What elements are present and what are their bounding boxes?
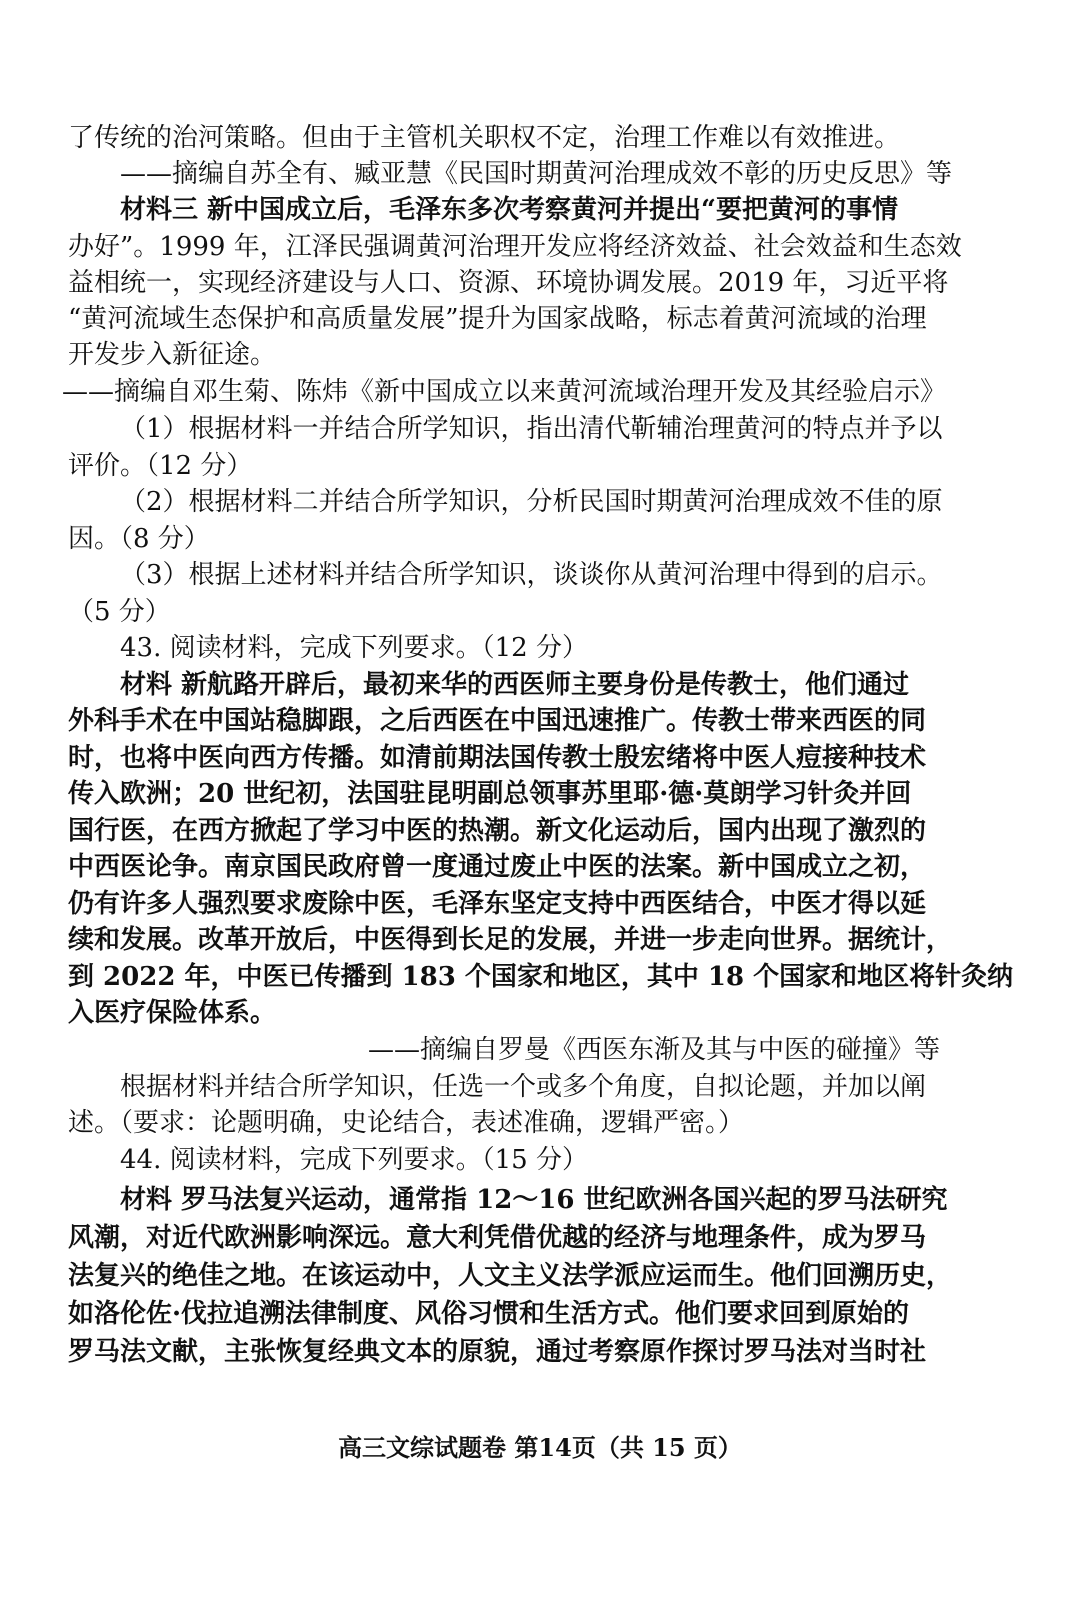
citation: ——摘编自苏全有、臧亚慧《民国时期黄河治理成效不彰的历史反思》等 — [120, 159, 953, 189]
text-line: 如洛伦佐·伐拉追溯法律制度、风俗习惯和生活方式。他们要求回到原始的 — [68, 1299, 910, 1329]
question-line: 评价。（12 分） — [68, 451, 253, 481]
citation: ——摘编自邓生菊、陈炜《新中国成立以来黄河流域治理开发及其经验启示》 — [62, 377, 947, 407]
text-line: 材料三 新中国成立后，毛泽东多次考察黄河并提出“要把黄河的事情 — [120, 195, 899, 225]
question-line: （5 分） — [68, 597, 171, 627]
text-line: 材料 新航路开辟后，最初来华的西医师主要身份是传教士，他们通过 — [120, 670, 910, 700]
question-heading: 43. 阅读材料，完成下列要求。（12 分） — [120, 633, 588, 663]
question-line: 因。（8 分） — [68, 524, 210, 554]
question-line: 根据材料并结合所学知识，任选一个或多个角度，自拟论题，并加以阐 — [120, 1072, 927, 1102]
text-line: 时，也将中医向西方传播。如清前期法国传教士殷宏绪将中医人痘接种技术 — [68, 743, 927, 773]
question-line: （1）根据材料一并结合所学知识，指出清代靳辅治理黄河的特点并予以 — [120, 414, 943, 444]
text-line: 罗马法文献，主张恢复经典文本的原貌，通过考察原作探讨罗马法对当时社 — [68, 1337, 927, 1367]
question-heading: 44. 阅读材料，完成下列要求。（15 分） — [120, 1145, 588, 1175]
text-line: 入医疗保险体系。 — [68, 998, 277, 1028]
text-line: 中西医论争。南京国民政府曾一度通过废止中医的法案。新中国成立之初， — [68, 852, 927, 882]
text-line: 国行医，在西方掀起了学习中医的热潮。新文化运动后，国内出现了激烈的 — [68, 816, 927, 846]
text-line: 到 2022 年，中医已传播到 183 个国家和地区，其中 18 个国家和地区将针灸纳 — [68, 962, 1014, 992]
text-line: 办好”。1999 年，江泽民强调黄河治理开发应将经济效益、社会效益和生态效 — [68, 232, 962, 262]
question-line: （2）根据材料二并结合所学知识，分析民国时期黄河治理成效不佳的原 — [120, 487, 943, 517]
text-line: 了传统的治河策略。但由于主管机关职权不定，治理工作难以有效推进。 — [68, 123, 901, 153]
page-footer: 高三文综试题卷 第14页（共 15 页） — [338, 1433, 742, 1462]
text-line: 风潮，对近代欧洲影响深远。意大利凭借优越的经济与地理条件，成为罗马 — [68, 1223, 927, 1253]
citation: ——摘编自罗曼《西医东渐及其与中医的碰撞》等 — [367, 1035, 940, 1065]
text-line: 外科手术在中国站稳脚跟，之后西医在中国迅速推广。传教士带来西医的同 — [68, 706, 927, 736]
question-line: 述。（要求：论题明确，史论结合，表述准确，逻辑严密。） — [68, 1108, 745, 1138]
text-line: “黄河流域生态保护和高质量发展”提升为国家战略，标志着黄河流域的治理 — [68, 304, 927, 334]
text-line: 续和发展。改革开放后，中医得到长足的发展，并进一步走向世界。据统计， — [68, 925, 953, 955]
text-line: 益相统一，实现经济建设与人口、资源、环境协调发展。2019 年，习近平将 — [68, 268, 949, 298]
text-line: 仍有许多人强烈要求废除中医，毛泽东坚定支持中西医结合，中医才得以延 — [68, 889, 927, 919]
text-line: 开发步入新征途。 — [68, 340, 277, 370]
text-line: 传入欧洲；20 世纪初，法国驻昆明副总领事苏里耶·德·莫朗学习针灸并回 — [68, 779, 912, 809]
question-line: （3）根据上述材料并结合所学知识，谈谈你从黄河治理中得到的启示。 — [120, 560, 943, 590]
text-line: 材料 罗马法复兴运动，通常指 12～16 世纪欧洲各国兴起的罗马法研究 — [120, 1185, 948, 1215]
text-line: 法复兴的绝佳之地。在该运动中，人文主义法学派应运而生。他们回溯历史， — [68, 1261, 953, 1291]
